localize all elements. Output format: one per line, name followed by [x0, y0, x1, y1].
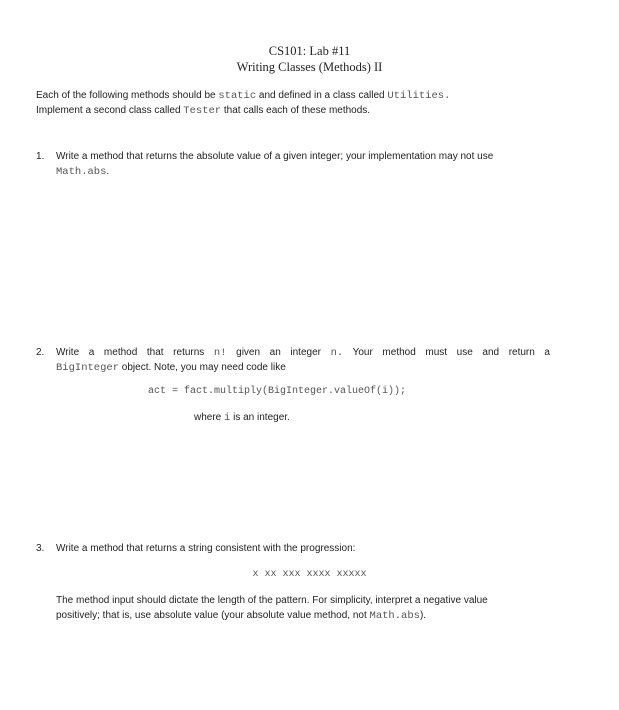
q2-text: given an integer [226, 347, 331, 358]
code-n: n. [330, 347, 344, 359]
intro-text: Each of the following methods should be [36, 90, 219, 101]
code-math-abs: Math.abs [56, 166, 107, 178]
intro-text: Implement a second class called [36, 105, 184, 116]
page-title: CS101: Lab #11 [268, 44, 351, 58]
q2-text: Your method must use and return a [343, 347, 550, 358]
pattern-example: x xx xxx xxxx xxxxx [252, 569, 367, 580]
code-utilities: Utilities. [387, 90, 451, 102]
intro-text: that calls each of these methods. [221, 105, 371, 116]
intro-line-1 [36, 90, 450, 102]
q2-text: object. Note, you may need code like [119, 362, 286, 373]
code-math-abs: Math.abs [369, 610, 420, 622]
code-static: static [218, 90, 257, 102]
code-n-factorial: n! [213, 347, 227, 359]
code-i: i [224, 412, 231, 424]
question-2-where [194, 412, 290, 424]
question-3-number: 3. [36, 543, 45, 554]
q2-text: where [194, 412, 225, 423]
code-example: act = fact.multiply(BigInteger.valueOf(i)); [148, 386, 407, 397]
question-1-number: 1. [36, 151, 45, 162]
question-2-line-1 [56, 347, 550, 359]
question-3-para-1: The method input should dictate the length of the pattern. For simplicity, interpret a negative value [56, 595, 488, 606]
question-3-line-1: Write a method that returns a string consistent with the progression: [56, 543, 356, 554]
q2-text: is an integer. [230, 412, 290, 423]
code-tester: Tester [183, 105, 222, 117]
q3-text: positively; that is, use absolute value (your absolute value method, not [56, 610, 370, 621]
question-2-line-2 [56, 362, 286, 374]
q2-text: Write a method that returns [56, 347, 214, 358]
intro-text: and defined in a class called [256, 90, 388, 101]
page-subtitle: Writing Classes (Methods) II [236, 60, 383, 74]
question-2-number: 2. [36, 347, 45, 358]
question-1-line-2 [56, 166, 109, 178]
intro-line-2 [36, 105, 370, 117]
period: . [106, 166, 110, 177]
q3-text: ). [419, 610, 427, 621]
code-biginteger: BigInteger [56, 362, 120, 374]
question-3-para-2 [56, 610, 426, 622]
question-1-line-1: Write a method that returns the absolute value of a given integer; your implementation may not use [56, 151, 494, 162]
